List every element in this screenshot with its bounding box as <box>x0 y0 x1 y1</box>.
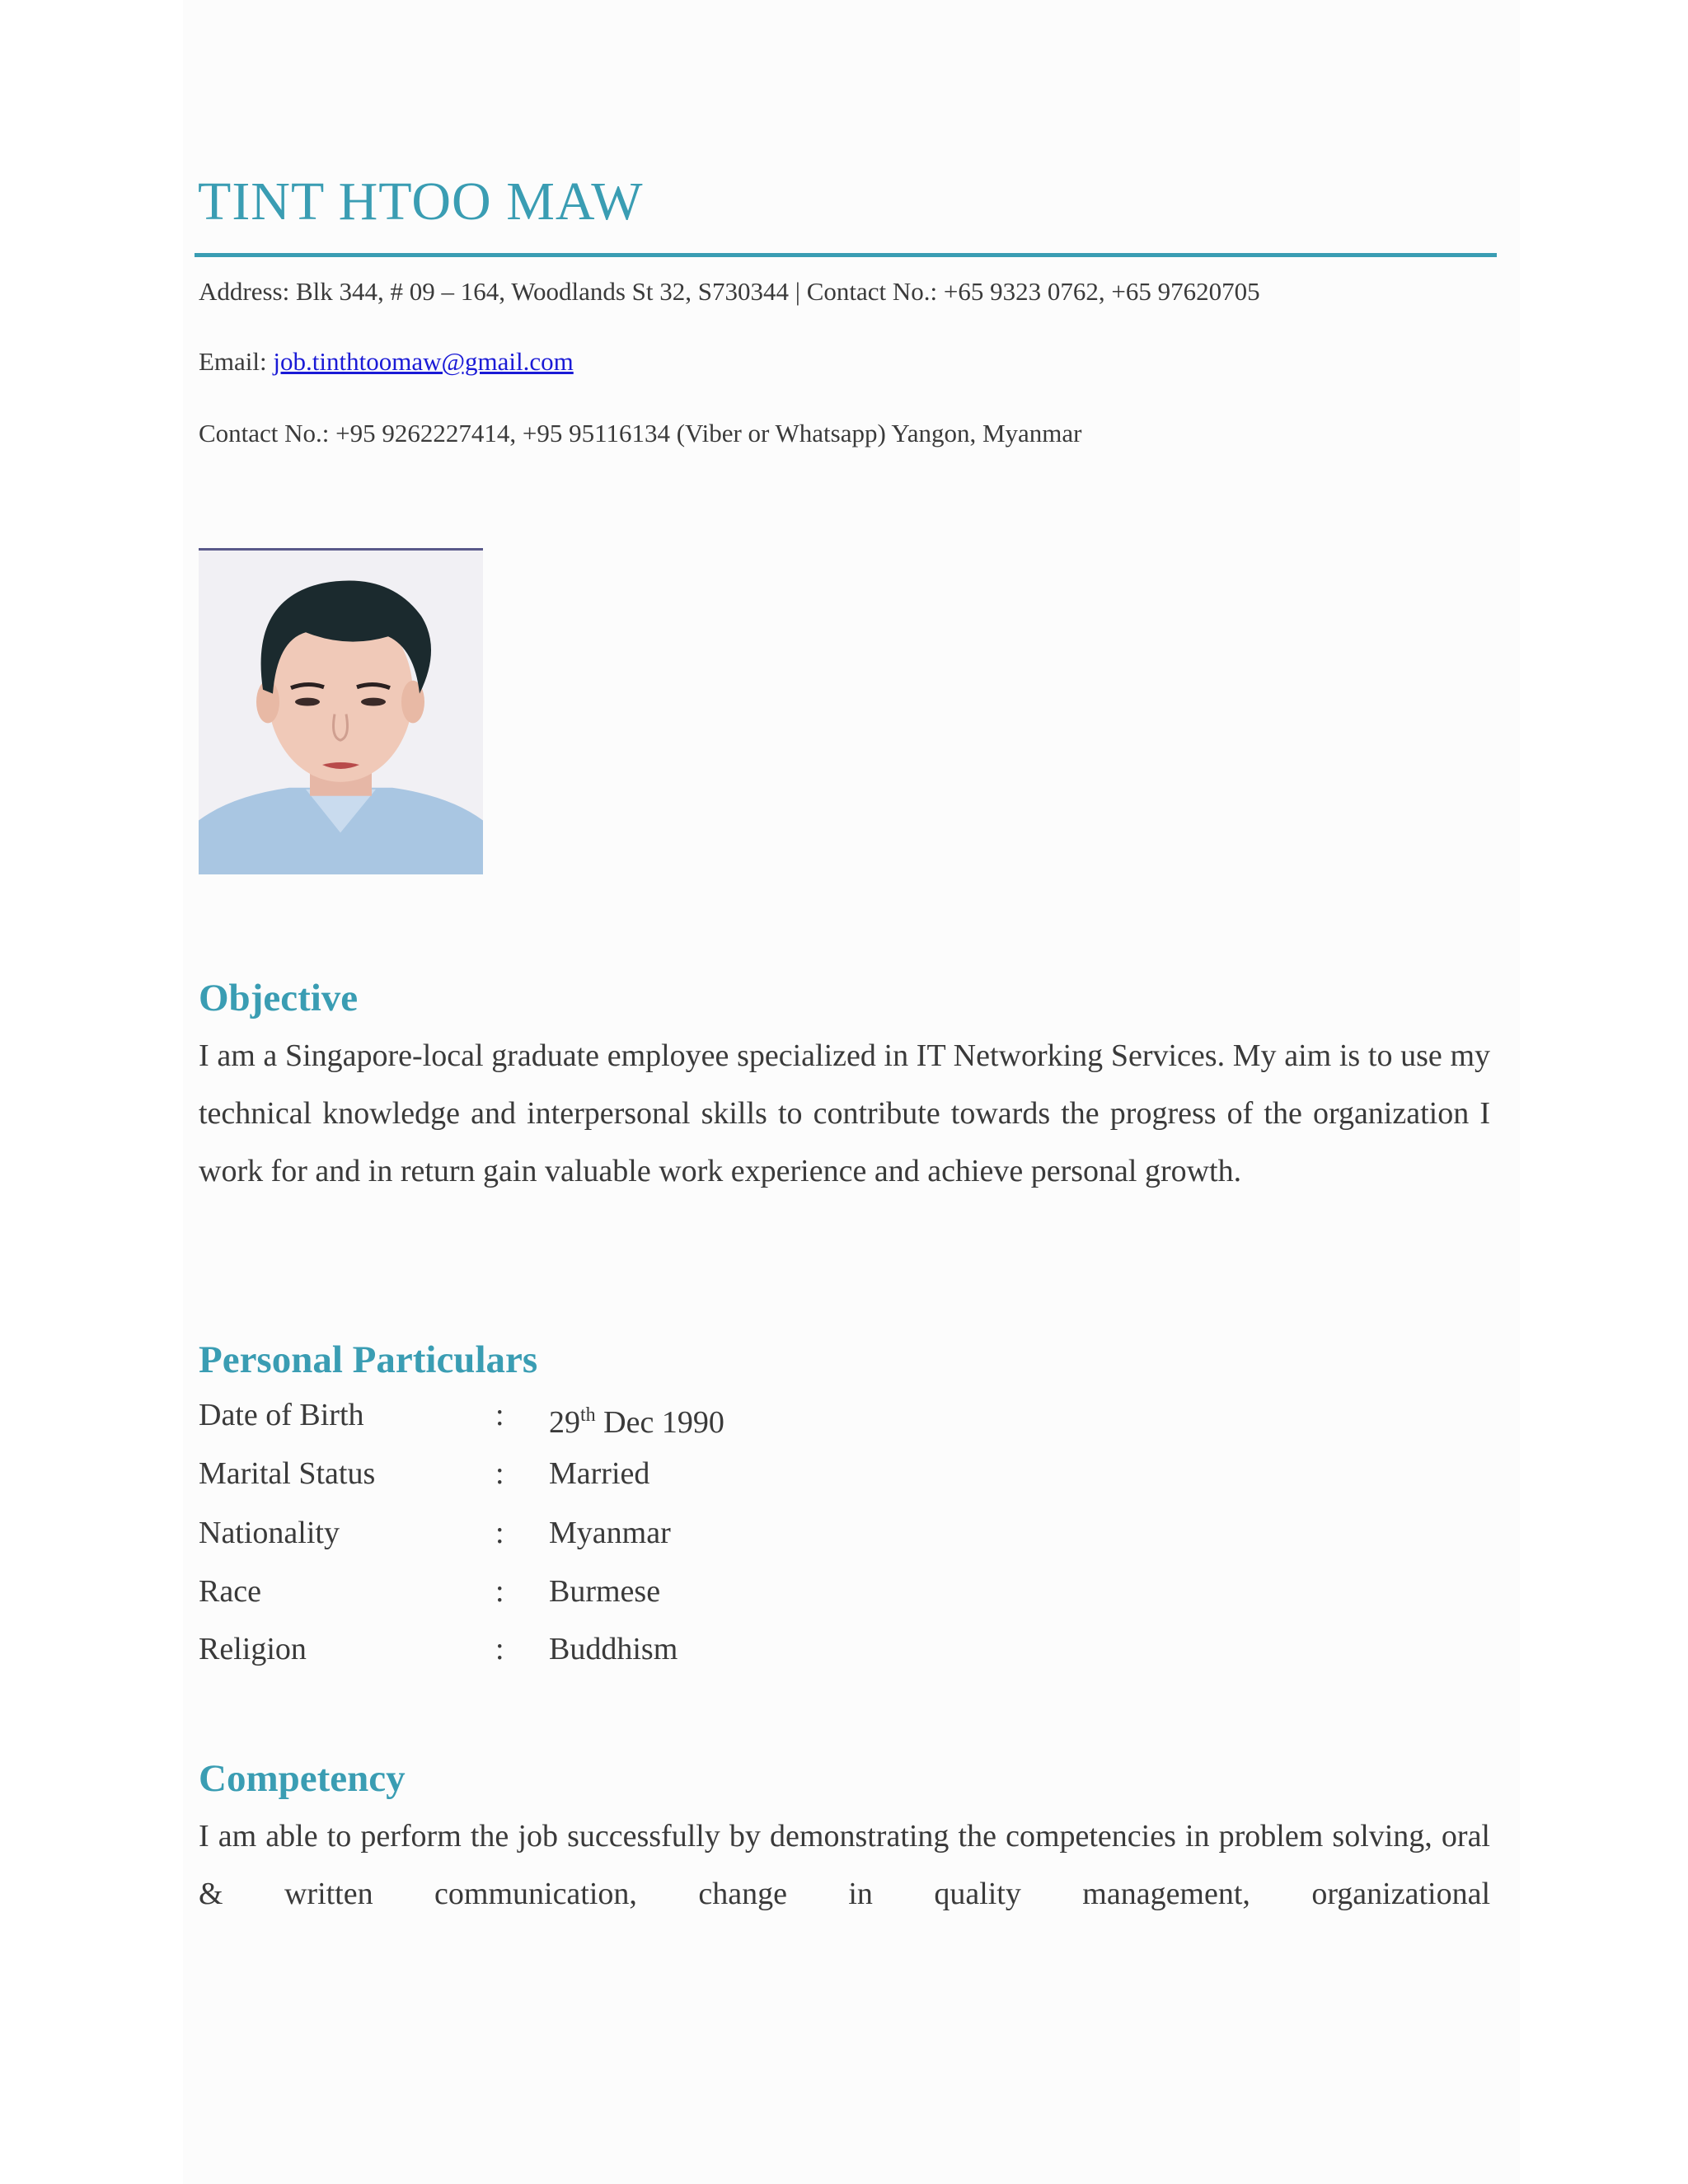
pp-separator: : <box>495 1398 504 1432</box>
pp-label: Race <box>199 1574 261 1609</box>
address-line: Address: Blk 344, # 09 – 164, Woodlands St 32, S730344 | Contact No.: +65 9323 0762, +65 97620705 <box>199 277 1260 306</box>
pp-label: Date of Birth <box>199 1398 364 1432</box>
pp-separator: : <box>495 1574 504 1609</box>
email-line <box>199 349 574 374</box>
dob-month-year: Dec 1990 <box>595 1405 724 1440</box>
header-divider <box>195 253 1497 257</box>
profile-photo <box>199 548 483 874</box>
pp-label: Marital Status <box>199 1456 376 1491</box>
pp-value: Buddhism <box>549 1632 678 1666</box>
personal-particulars-heading: Personal Particulars <box>199 1338 538 1381</box>
pp-separator: : <box>495 1516 504 1550</box>
competency-text: I am able to perform the job successfully by demonstrating the competencies in problem solving, oral & written communication, change in quality management, organizational <box>199 1819 1490 1911</box>
pp-value: Myanmar <box>549 1516 671 1550</box>
pp-separator: : <box>495 1456 504 1491</box>
dob-day: 29 <box>549 1405 580 1440</box>
pp-value: Married <box>549 1456 650 1491</box>
dob-suffix: th <box>580 1404 596 1426</box>
pp-label: Religion <box>199 1632 307 1666</box>
pp-label: Nationality <box>199 1516 340 1550</box>
pp-separator: : <box>495 1632 504 1666</box>
objective-text: I am a Singapore-local graduate employee specialized in IT Networking Services. My aim is to use my technical knowledge and interpersonal skills to contribute towards the progress of the organization I work for and in return gain valuable work experience and achieve personal growth. <box>199 1038 1490 1188</box>
pp-value <box>549 1394 724 1443</box>
myanmar-contact-line: Contact No.: +95 9262227414, +95 95116134 (Viber or Whatsapp) Yangon, Myanmar <box>199 419 1082 448</box>
pp-value: Burmese <box>549 1574 661 1609</box>
applicant-name: TINT HTOO MAW <box>198 171 644 232</box>
objective-heading: Objective <box>199 977 359 1019</box>
email-link[interactable]: job.tinthtoomaw@gmail.com <box>273 347 574 376</box>
competency-heading: Competency <box>199 1757 406 1800</box>
email-label: Email: <box>199 347 274 376</box>
